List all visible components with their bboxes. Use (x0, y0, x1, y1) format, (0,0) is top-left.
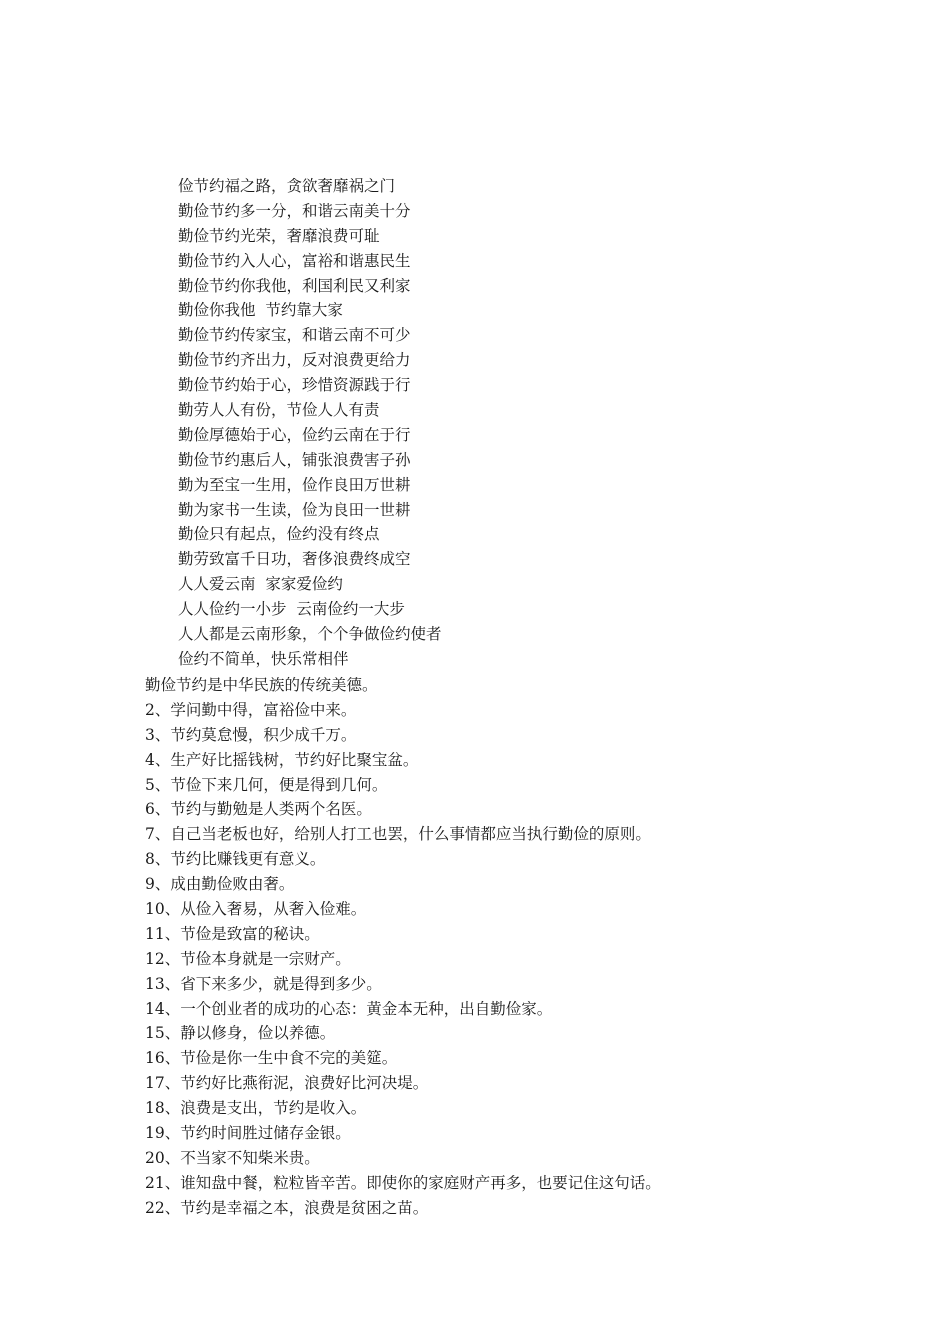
slogan-line: 勤俭只有起点，俭约没有终点 (178, 525, 380, 544)
slogan-line: 勤为家书一生读，俭为良田一世耕 (178, 500, 411, 519)
quote-line: 4、生产好比摇钱树，节约好比聚宝盆。 (145, 750, 419, 769)
quote-line: 2、学问勤中得，富裕俭中来。 (145, 700, 357, 719)
slogan-line: 勤俭厚德始于心，俭约云南在于行 (178, 425, 411, 444)
slogan-line: 勤劳致富千日功，奢侈浪费终成空 (178, 550, 411, 569)
slogan-line: 勤俭节约惠后人，铺张浪费害子孙 (178, 450, 411, 469)
slogan-list (178, 174, 442, 672)
quote-line: 6、节约与勤勉是人类两个名医。 (145, 800, 372, 819)
slogan-line: 人人俭约一小步 云南俭约一大步 (178, 600, 405, 619)
quote-line: 19、节约时间胜过储存金银。 (145, 1124, 351, 1143)
quote-line: 16、节俭是你一生中食不完的美筵。 (145, 1049, 398, 1068)
slogan-line: 勤俭节约光荣，奢靡浪费可耻 (178, 226, 380, 245)
quote-line: 21、谁知盘中餐，粒粒皆辛苦。即使你的家庭财产再多，也要记住这句话。 (145, 1173, 661, 1192)
slogan-line: 人人都是云南形象，个个争做俭约使者 (178, 625, 442, 644)
quote-line: 11、节俭是致富的秘诀。 (145, 924, 320, 943)
quote-line: 勤俭节约是中华民族的传统美德。 (145, 676, 378, 694)
slogan-line: 勤俭节约齐出力，反对浪费更给力 (178, 351, 411, 370)
quote-line: 15、静以修身，俭以养德。 (145, 1024, 336, 1043)
slogan-line: 人人爱云南 家家爱俭约 (178, 575, 343, 594)
slogan-line: 勤俭你我他 节约靠大家 (178, 301, 343, 320)
slogan-line: 俭约不简单，快乐常相伴 (178, 649, 349, 668)
slogan-line: 勤为至宝一生用，俭作良田万世耕 (178, 475, 411, 494)
quote-line: 17、节约好比燕衔泥，浪费好比河决堤。 (145, 1074, 429, 1093)
quote-line: 3、节约莫怠慢，积少成千万。 (145, 725, 357, 744)
quote-line: 8、节约比赚钱更有意义。 (145, 850, 326, 869)
quote-line: 12、节俭本身就是一宗财产。 (145, 949, 351, 968)
slogan-line: 勤俭节约传家宝，和谐云南不可少 (178, 326, 411, 345)
quote-line: 9、成由勤俭败由奢。 (145, 875, 295, 894)
quote-line: 20、不当家不知柴米贵。 (145, 1148, 320, 1167)
slogan-line: 勤劳人人有份，节俭人人有责 (178, 401, 380, 420)
slogan-line: 勤俭节约你我他，利国利民又利家 (178, 276, 411, 295)
quote-line: 13、省下来多少，就是得到多少。 (145, 974, 382, 993)
quote-line: 22、节约是幸福之本，浪费是贫困之苗。 (145, 1198, 429, 1217)
quote-line: 14、一个创业者的成功的心态：黄金本无种，出自勤俭家。 (145, 999, 553, 1018)
quote-line: 7、自己当老板也好，给别人打工也罢，什么事情都应当执行勤俭的原则。 (145, 825, 651, 844)
slogan-line: 勤俭节约入人心，富裕和谐惠民生 (178, 251, 411, 270)
slogan-line: 勤俭节约多一分，和谐云南美十分 (178, 201, 411, 220)
quote-line: 18、浪费是支出，节约是收入。 (145, 1099, 367, 1118)
quote-line: 5、节俭下来几何，便是得到几何。 (145, 775, 388, 794)
quote-line: 10、从俭入奢易，从奢入俭难。 (145, 900, 367, 919)
slogan-line: 俭节约福之路，贪欲奢靡祸之门 (178, 177, 396, 195)
quote-list (145, 673, 661, 1221)
slogan-line: 勤俭节约始于心，珍惜资源践于行 (178, 376, 411, 395)
